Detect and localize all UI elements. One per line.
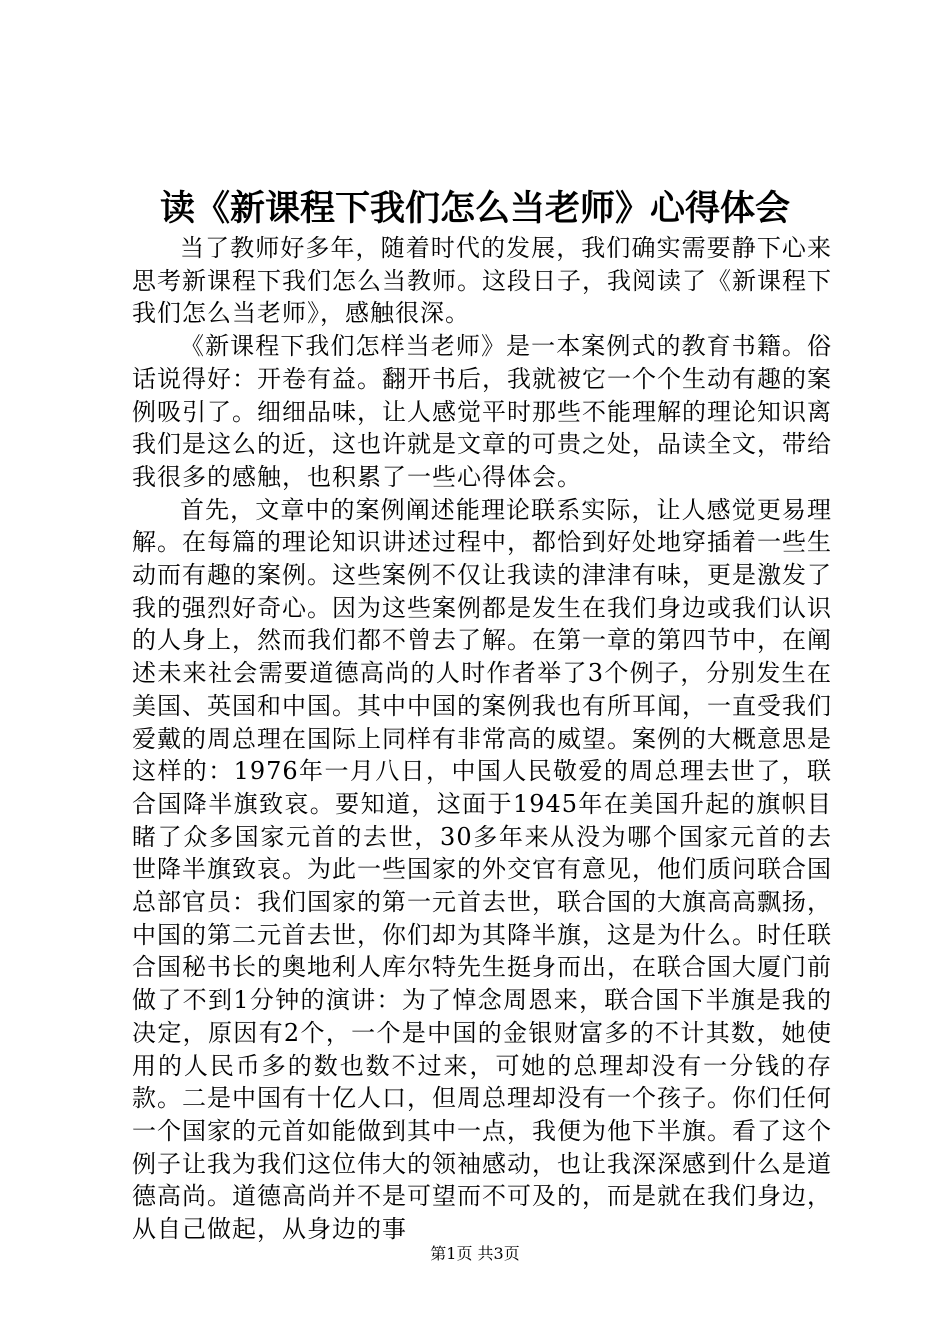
document-body xyxy=(132,232,832,1246)
paragraph-1: 当了教师好多年，随着时代的发展，我们确实需要静下心来思考新课程下我们怎么当教师。这段日子，我阅读了《新课程下我们怎么当老师》，感触很深。 xyxy=(132,234,832,328)
page-footer: 第1页 共3页 xyxy=(430,1244,520,1263)
document-title: 读《新课程下我们怎么当老师》心得体会 xyxy=(159,188,790,229)
paragraph-2: 《新课程下我们怎样当老师》是一本案例式的教育书籍。俗话说得好：开卷有益。翻开书后，我就被它一个个生动有趣的案例吸引了。细细品味，让人感觉平时那些不能理解的理论知识离我们是这么的近，这也许就是文章的可贵之处，品读全文，带给我很多的感触，也积累了一些心得体会。 xyxy=(132,332,832,491)
paragraph-3: 首先，文章中的案例阐述能理论联系实际，让人感觉更易理解。在每篇的理论知识讲述过程中，都恰到好处地穿插着一些生动而有趣的案例。这些案例不仅让我读的津津有味，更是激发了我的强烈好奇心。因为这些案例都是发生在我们身边或我们认识的人身上，然而我们都不曾去了解。在第一章的第四节中，在阐述未来社会需要道德高尚的人时作者举了3个例子，分别发生在美国、英国和中国。其中中国的案例我也有所耳闻，一直受我们爱戴的周总理在国际上同样有非常高的威望。案例的大概意思是这样的：1976年一月八日，中国人民敬爱的周总理去世了，联合国降半旗致哀。要知道，这面于1945年在美国升起的旗帜目睹了众多国家元首的去世，30多年来从没为哪个国家元首的去世降半旗致哀。为此一些国家的外交官有意见，他们质问联合国总部官员：我们国家的第一元首去世，联合国的大旗高高飘扬，中国的第二元首去世，你们却为其降半旗，这是为什么。时任联合国秘书长的奥地利人库尔特先生挺身而出，在联合国大厦门前做了不到1分钟的演讲：为了悼念周恩来，联合国下半旗是我的决定，原因有2个，一个是中国的金银财富多的不计其数，她使用的人民币多的数也数不过来，可她的总理却没有一分钱的存款。二是中国有十亿人口，但周总理却没有一个孩子。你们任何一个国家的元首如能做到其中一点，我便为他下半旗。看了这个例子让我为我们这位伟大的领袖感动，也让我深深感到什么是道德高尚。道德高尚并不是可望而不可及的，而是就在我们身边，从自己做起，从身边的事 xyxy=(132,495,832,1244)
